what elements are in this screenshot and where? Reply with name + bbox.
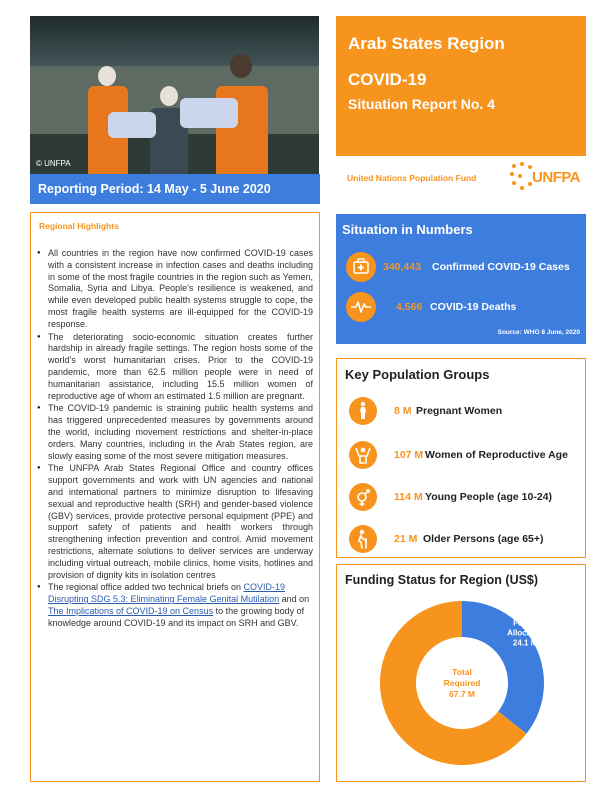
highlight-item: ● The deteriorating socio-economic situation creates further hardship in already fragile settings. The region hosts some of the world’s worst humanitarian crises. Prior to the COVID-19 pandemic, more than 62.5 million people were in need of humanitarian assistance, including 15.5 million women of reproductive age of whom an estimated 1.5 million are pregnant. xyxy=(37,332,313,403)
logo-text: UNFPA xyxy=(532,169,581,186)
numbers-heading: Situation in Numbers xyxy=(342,222,473,237)
pregnant-woman-icon xyxy=(349,397,377,425)
report-title-block xyxy=(336,16,586,156)
gap-data-label: 43.6 M xyxy=(375,759,400,769)
highlight-item: ● The COVID-19 pandemic is straining public health systems and has triggered unprecedented measures by governments around the world, including movement restrictions and shelter-in-place orders. Many countries, including in the Arab States region, are slowly easing some of the most severe mitigation measures. xyxy=(37,403,313,462)
kpg-label: Women of Reproductive Age xyxy=(425,449,568,461)
highlights-heading: Regional Highlights xyxy=(39,221,119,231)
briefs-text-2: and on xyxy=(279,594,310,605)
funding-donut-chart xyxy=(337,565,587,783)
highlights-list xyxy=(37,248,313,630)
kpg-value: 8 M xyxy=(394,405,412,417)
kpg-heading: Key Population Groups xyxy=(345,367,490,382)
report-subtitle: Situation Report No. 4 xyxy=(348,96,495,112)
cases-label: Confirmed COVID-19 Cases xyxy=(432,261,570,273)
highlight-item: ● All countries in the region have now confirmed COVID-19 cases with a consistent increase in infection cases and deaths including in some of the most fragile countries in the region such as Yemen, Somalia, Syria and Libya. People’s resilience is weakened, and while even developed public health systems struggle to cope, the most fragile health systems are ill-equipped for the COVID-19 response. xyxy=(37,248,313,331)
kpg-label: Older Persons (age 65+) xyxy=(423,533,544,545)
photo-head-left xyxy=(98,66,116,86)
briefs-text-3: to the growing body of knowledge around COVID-19 and its impact on SRH and GBV. xyxy=(48,605,305,628)
kpg-row-young xyxy=(349,483,584,511)
funding-status-panel xyxy=(336,564,586,782)
topic-title: COVID-19 xyxy=(348,70,427,89)
key-population-groups-panel xyxy=(336,358,586,558)
briefs-text-1: The regional office added two technical briefs on xyxy=(48,582,244,593)
kpg-row-reproductive xyxy=(349,441,584,469)
raised-hands-icon xyxy=(349,441,377,469)
deaths-row xyxy=(346,292,586,322)
allocated-data-label: Allocated xyxy=(507,628,544,638)
kpg-label: Young People (age 10-24) xyxy=(425,491,552,503)
highlight-item-briefs xyxy=(37,582,313,629)
medical-kit-icon xyxy=(346,252,376,282)
allocated-data-label: Funds xyxy=(513,618,538,628)
deaths-label: COVID-19 Deaths xyxy=(430,301,517,313)
gender-symbol-icon xyxy=(349,483,377,511)
heartbeat-icon xyxy=(346,292,376,322)
kpg-row-older xyxy=(349,525,584,553)
photo-credit: © UNFPA xyxy=(36,159,71,168)
funding-heading: Funding Status for Region (US$) xyxy=(345,573,539,587)
kpg-value: 21 M xyxy=(394,533,418,545)
kpg-value: 107 M xyxy=(394,449,424,461)
census-brief-link[interactable]: The Implications of COVID-19 on Census xyxy=(48,605,214,616)
gap-data-label: Funding xyxy=(371,739,404,749)
photo-head-right xyxy=(230,54,252,78)
cases-value: 340,443 xyxy=(383,261,421,273)
allocated-data-label: 24.1 M xyxy=(512,638,538,648)
region-title: Arab States Region xyxy=(348,34,505,53)
kpg-value: 114 M xyxy=(394,491,423,503)
numbers-source: Source: WHO 8 June, 2020 xyxy=(497,329,580,336)
situation-in-numbers-panel xyxy=(336,214,586,344)
elderly-person-icon xyxy=(349,525,377,553)
cases-row xyxy=(346,252,586,282)
photo-head-center xyxy=(160,86,178,106)
kpg-label: Pregnant Women xyxy=(416,405,503,417)
donut-center-label: Total xyxy=(452,667,472,677)
gap-data-label: Gap xyxy=(379,749,396,759)
donut-center-label: Required xyxy=(443,678,481,688)
deaths-value: 4,566 xyxy=(396,301,423,313)
reporting-period: Reporting Period: 14 May - 5 June 2020 xyxy=(30,174,320,204)
fgm-brief-link[interactable]: COVID-19 Disrupting SDG 5.3: Eliminating Female Genital Mutilation xyxy=(48,582,285,605)
donut-center-label: 67.7 M xyxy=(449,689,475,699)
cover-photo xyxy=(30,16,319,174)
organization-name: United Nations Population Fund xyxy=(347,173,477,183)
kpg-row-pregnant xyxy=(349,397,584,425)
photo-bundle-right xyxy=(180,98,238,128)
photo-bundle-left xyxy=(108,112,156,138)
highlight-item: ● The UNFPA Arab States Regional Office and country offices support governments and work with UN agencies and national and international partners to minimize disruption to lifesaving sexual and reproductive health (SRH) and gender-based violence (GBV) services, provide protective personal equipment (PPE) and support safety of patients and health workers through strengthening infection prevention and control. Amid movement restrictions, alternate solutions to deliver services are underway including virtual outreach, mobile clinics, home visits, hotlines and provision of dignity kits in isolation centres xyxy=(37,463,313,581)
regional-highlights-panel xyxy=(30,212,320,782)
unfpa-logo xyxy=(510,162,590,192)
